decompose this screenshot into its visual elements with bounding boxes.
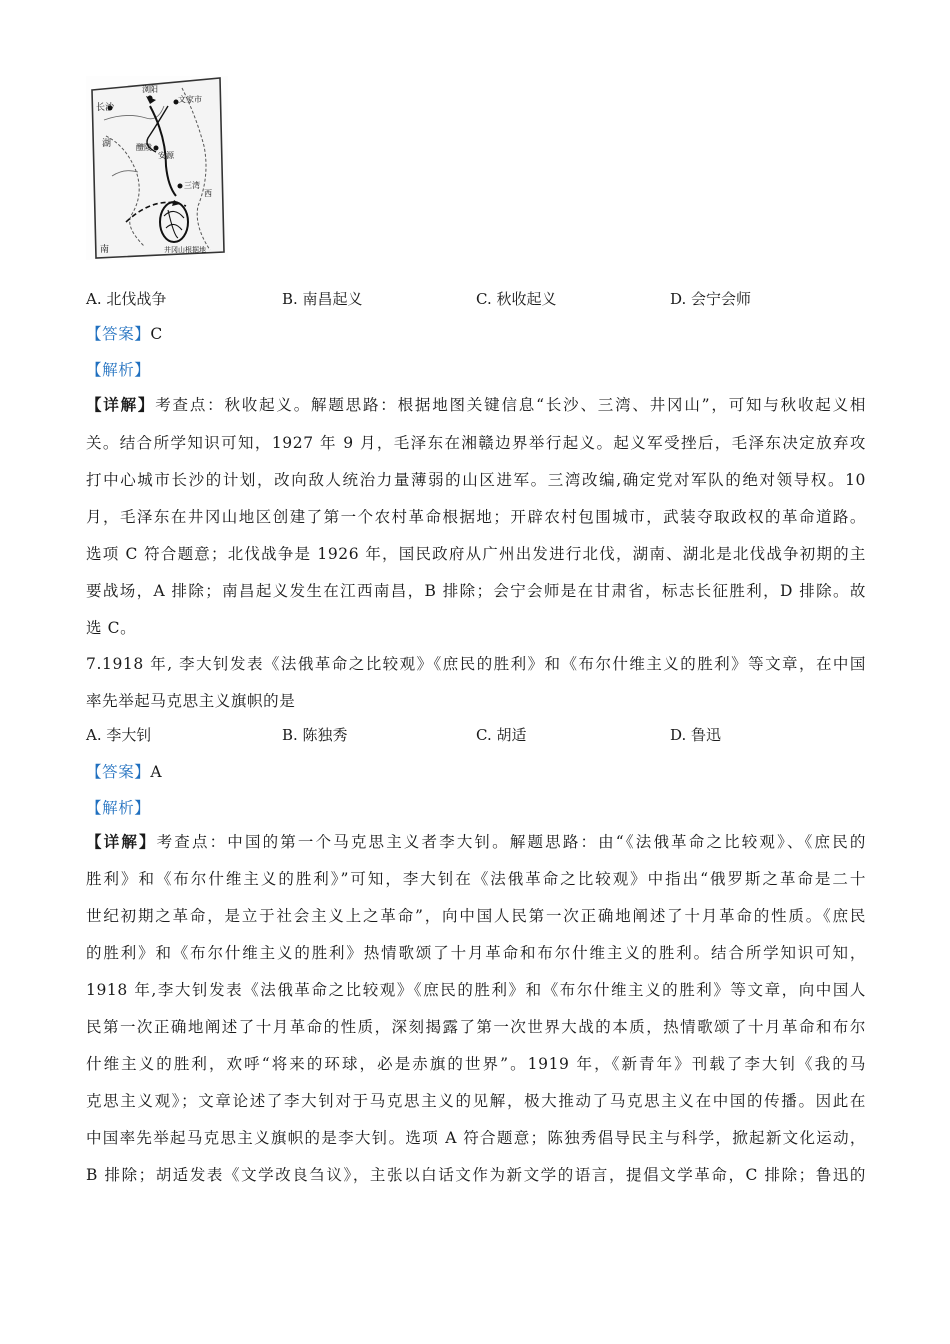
map-label-nan: 南 xyxy=(100,245,110,255)
q7-options xyxy=(86,724,866,754)
q7-detail-line: 胜利》和《布尔什维主义的胜利》”可知，李大钊在《法俄革命之比较观》中指出“俄罗斯之革命是二十 xyxy=(86,870,866,888)
q7-detail-line: 什维主义的胜利，欢呼“将来的环球，必是赤旗的世界”。1919 年，《新青年》刊载了李大钊《我的马 xyxy=(86,1055,866,1073)
map-label-liling: 醴陵 xyxy=(136,143,152,152)
q6-analysis-heading xyxy=(86,358,866,380)
answer-tag: 【答案】 xyxy=(86,763,151,781)
q6-option-b: B. 南昌起义 xyxy=(282,290,363,308)
q6-detail-line: 选 C。 xyxy=(86,619,137,637)
q7-option-a: A. 李大钊 xyxy=(86,726,152,744)
map-label-changsha: 长沙 xyxy=(96,103,115,113)
map-image xyxy=(86,76,228,260)
q7-detail-line: 1918 年,李大钊发表《法俄革命之比较观》《庶民的胜利》和《布尔什维主义的胜利》等文章，向中国人 xyxy=(86,981,866,999)
analysis-tag: 【解析】 xyxy=(86,361,151,379)
q6-detail-line: 月，毛泽东在井冈山地区创建了第一个农村革命根据地；开辟农村包围城市，武装夺取政权的革命道路。 xyxy=(86,508,866,526)
analysis-tag: 【解析】 xyxy=(86,799,151,817)
q6-option-d: D. 会宁会师 xyxy=(670,290,752,308)
q7-stem-line: 率先举起马克思主义旗帜的是 xyxy=(86,692,296,710)
answer-value: C xyxy=(150,325,163,343)
q6-answer xyxy=(86,322,866,344)
q7-detail-line: 的胜利》和《布尔什维主义的胜利》热情歌颂了十月革命和布尔什维主义的胜利。结合所学知识可知， xyxy=(86,944,866,962)
map-label-sanwan: 三湾 xyxy=(184,181,200,190)
map-label-xi: 西 xyxy=(204,189,212,198)
detail-tag: 【详解】 xyxy=(86,832,157,851)
q6-detail-line xyxy=(86,393,866,415)
map-label-wenjiashi: 文家市 xyxy=(178,95,202,104)
q7-detail-line xyxy=(86,830,866,852)
q7-option-c: C. 胡适 xyxy=(476,726,527,744)
answer-value: A xyxy=(150,763,163,781)
q7-detail-line: 中国率先举起马克思主义旗帜的是李大钊。选项 A 符合题意；陈独秀倡导民主与科学，掀起新文化运动， xyxy=(86,1129,866,1147)
q6-detail-line: 打中心城市长沙的计划，改向敌人统治力量薄弱的山区进军。三湾改编,确定党对军队的绝对领导权。10 xyxy=(86,471,866,489)
map-figure-autumn-harvest-route xyxy=(86,76,228,260)
map-label-anyuan: 安源 xyxy=(158,151,174,160)
q7-answer xyxy=(86,760,866,782)
detail-text: 考查点：秋收起义。解题思路：根据地图关键信息“长沙、三湾、井冈山”，可知与秋收起义相 xyxy=(155,396,866,414)
q6-detail-line: 关。结合所学知识可知，1927 年 9 月，毛泽东在湘赣边界举行起义。起义军受挫后，毛泽东决定放弃攻 xyxy=(86,434,866,452)
q6-options xyxy=(86,288,866,318)
detail-tag: 【详解】 xyxy=(86,395,156,414)
q6-option-c: C. 秋收起义 xyxy=(476,290,557,308)
q7-analysis-heading xyxy=(86,796,866,818)
q7-detail-line: 克思主义观》；文章论述了李大钊对于马克思主义的见解，极大推动了马克思主义在中国的传播。因此在 xyxy=(86,1092,866,1110)
q6-detail-line: 要战场，A 排除；南昌起义发生在江西南昌，B 排除；会宁会师是在甘肃省，标志长征胜利，D 排除。故 xyxy=(86,582,866,600)
q7-option-d: D. 鲁迅 xyxy=(670,726,722,744)
q7-option-b: B. 陈独秀 xyxy=(282,726,348,744)
detail-text: 考查点：中国的第一个马克思主义者李大钊。解题思路：由“《法俄革命之比较观》、《庶民的 xyxy=(156,833,866,851)
q7-detail-line: B 排除；胡适发表《文学改良刍议》，主张以白话文作为新文学的语言，提倡文学革命，C 排除；鲁迅的 xyxy=(86,1166,866,1184)
q6-option-a: A. 北伐战争 xyxy=(86,290,167,308)
q6-detail-line: 选项 C 符合题意；北伐战争是 1926 年，国民政府从广州出发进行北伐，湖南、湖北是北伐战争初期的主 xyxy=(86,545,866,563)
map-label-liuyang: 浏阳 xyxy=(142,85,158,94)
map-label-jinggangshan: 井冈山根据地 xyxy=(164,246,206,254)
q7-detail-line: 世纪初期之革命，是立于社会主义上之革命”，向中国人民第一次正确地阐述了十月革命的性质。《庶民 xyxy=(86,907,866,925)
map-label-hu: 湖 xyxy=(102,139,112,149)
q7-detail-line: 民第一次正确地阐述了十月革命的性质，深刻揭露了第一次世界大战的本质，热情歌颂了十月革命和布尔 xyxy=(86,1018,866,1036)
q7-stem-line: 7.1918 年, 李大钊发表《法俄革命之比较观》《庶民的胜利》和《布尔什维主义的胜利》等文章，在中国 xyxy=(86,655,866,673)
answer-tag: 【答案】 xyxy=(86,325,151,343)
